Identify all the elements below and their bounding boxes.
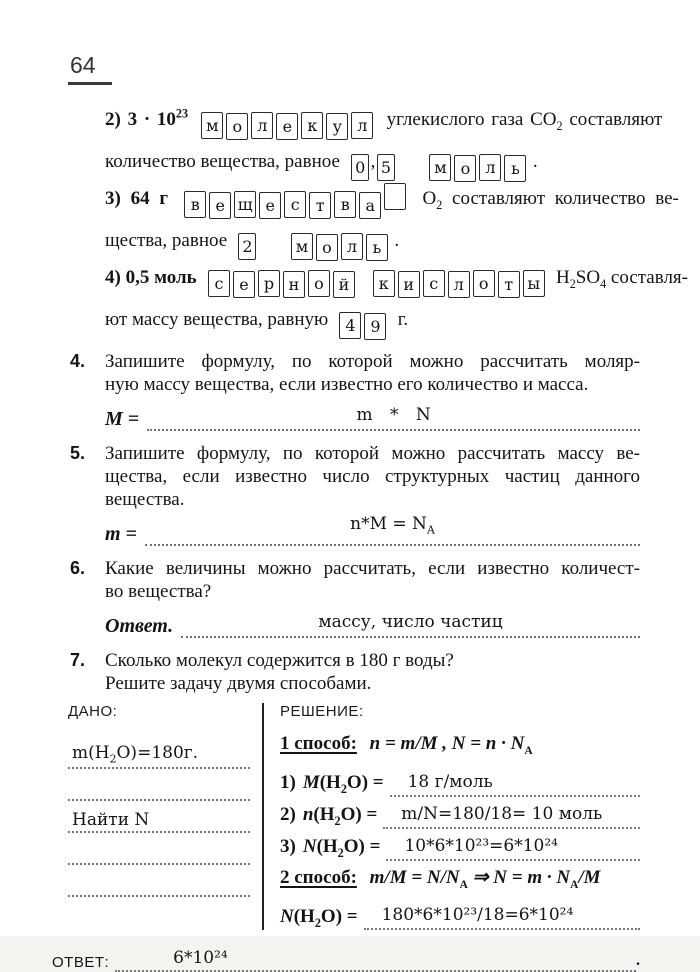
answer-letter-box: т bbox=[498, 271, 520, 298]
given-empty-row bbox=[68, 769, 250, 801]
subscript-A: A bbox=[524, 744, 533, 757]
item4-word1-boxes bbox=[206, 267, 356, 294]
answer-digit-box: 5 bbox=[377, 154, 395, 181]
item3-text-after: $O_2$ составляют количество ве- bbox=[422, 188, 679, 212]
find-row bbox=[68, 801, 250, 833]
subscript-2: 2 bbox=[556, 119, 563, 134]
solution-header: РЕШЕНИЕ: bbox=[280, 702, 364, 720]
task-4-text-line1: Запишите формулу, по которой можно рассчитать моляр- bbox=[105, 350, 640, 372]
task-6-answer-row bbox=[105, 606, 640, 638]
item3-number-box bbox=[237, 230, 258, 256]
answer-letter-box: у bbox=[326, 113, 348, 140]
task-5-body bbox=[105, 442, 640, 546]
method-2-label: 2 способ: bbox=[280, 866, 357, 888]
step-2-label: 2) $n(H_2O)$ = bbox=[280, 803, 378, 828]
method-1-row bbox=[280, 730, 640, 765]
solution-final-row bbox=[280, 905, 640, 930]
answer-letter-box: а bbox=[359, 192, 381, 219]
fill-in-exercise-block bbox=[105, 97, 688, 339]
answer-letter-box: н bbox=[283, 271, 305, 298]
answer-letter-box: с bbox=[423, 270, 445, 297]
item4-number-boxes bbox=[338, 309, 388, 336]
item2-word-boxes bbox=[200, 109, 375, 137]
task-7-text-line1: Сколько молекул содержится в 180 г воды? bbox=[105, 649, 454, 671]
task-5-text-line1: Запишите формулу, по которой можно рассчитать массу ве- bbox=[105, 442, 640, 464]
item4-text-after: $H_2SO_4$ составля- bbox=[555, 266, 688, 291]
answer-letter-box: е bbox=[259, 192, 281, 219]
item2-unit-boxes bbox=[428, 151, 528, 179]
task-6 bbox=[70, 557, 640, 638]
subscript-2: 2 bbox=[109, 752, 117, 766]
task-4 bbox=[70, 350, 640, 431]
task-5-text-line3: вещества. bbox=[105, 488, 185, 510]
answer-letter-box: ь bbox=[504, 155, 526, 182]
item3-given: 3) 64 г bbox=[105, 188, 168, 210]
item3-line1 bbox=[105, 181, 679, 223]
subscript-2: 2 bbox=[436, 197, 443, 212]
item4-line2-text: ют массу вещества, равную bbox=[105, 308, 329, 330]
task-4-body bbox=[105, 350, 640, 431]
exponent-23: 23 bbox=[175, 107, 189, 121]
answer-letter-box: л bbox=[351, 112, 373, 139]
task-4-number: 4. bbox=[70, 350, 86, 371]
answer-letter-box: и bbox=[398, 271, 420, 298]
answer-letter-box: р bbox=[258, 270, 280, 297]
answer-letter-box: к bbox=[373, 270, 395, 297]
answer-letter-box: с bbox=[208, 270, 230, 297]
item3-line2-text: щества, равное bbox=[105, 229, 228, 251]
task-5 bbox=[70, 442, 640, 546]
item2-given: 2) $3 \cdot 10^{23}$ bbox=[105, 107, 189, 131]
answer-letter-box: т bbox=[309, 192, 331, 219]
answer-letter-box: 9 bbox=[364, 313, 386, 340]
solution-step-1 bbox=[280, 772, 640, 797]
final-label: $N(H_2O)$ = bbox=[280, 905, 358, 930]
answer-letter-box: ы bbox=[523, 270, 545, 297]
answer-letter-box: о bbox=[308, 270, 330, 297]
task-6-text-line1: Какие величины можно рассчитать, если известно количест- bbox=[105, 557, 640, 579]
task-4-text-line2: ную массу вещества, если известно его количество и масса. bbox=[105, 373, 589, 395]
task-7-number: 7. bbox=[70, 649, 86, 670]
step-3-answer: 10*6*10²³=6*10²⁴ bbox=[386, 836, 640, 861]
given-column bbox=[52, 703, 264, 931]
item3-line2 bbox=[105, 223, 640, 260]
step-1-answer: 18 г/моль bbox=[390, 772, 640, 797]
problem-7-solution-table bbox=[52, 703, 640, 931]
item4-given: 4) 0,5 моль bbox=[105, 266, 197, 288]
method-1-formula: n = m/M , $N = n \cdot N_A$ bbox=[364, 732, 533, 757]
answer-letter-box: в bbox=[184, 191, 206, 218]
answer-letter-box: к bbox=[301, 112, 323, 139]
period: . bbox=[394, 229, 400, 251]
final-answer-value: 6*10²⁴ bbox=[173, 948, 228, 969]
answer-letter-box: л bbox=[448, 271, 470, 298]
answer-letter-box: щ bbox=[234, 191, 256, 218]
decimal-comma: , bbox=[370, 151, 376, 173]
subscript-2: 2 bbox=[337, 845, 344, 860]
answer-letter-box: о bbox=[454, 155, 476, 182]
subscript-4: 4 bbox=[600, 276, 607, 291]
solution-step-2 bbox=[280, 804, 640, 829]
task-7 bbox=[70, 649, 640, 695]
task-6-answer-value: массу, число частиц bbox=[318, 611, 503, 632]
step-2-answer: m/N=180/18= 10 моль bbox=[383, 804, 640, 829]
subscript-2: 2 bbox=[314, 915, 321, 930]
item2-line2 bbox=[105, 144, 640, 181]
item4-word2-boxes bbox=[371, 267, 546, 294]
answer-letter-box: о bbox=[316, 234, 338, 261]
final-answer-line bbox=[115, 948, 636, 972]
solution-column bbox=[264, 703, 640, 931]
task-5-answer-line bbox=[145, 512, 640, 545]
item3-unit-boxes bbox=[289, 230, 389, 257]
answer-digit-box: 2 bbox=[238, 233, 256, 260]
answer-letter-box: л bbox=[251, 112, 273, 139]
answer-letter-box: 4 bbox=[339, 312, 361, 339]
task-4-answer-row bbox=[105, 399, 640, 431]
method-2-row bbox=[280, 864, 640, 899]
item3-word-boxes bbox=[183, 188, 408, 216]
step-3-label: 3) $N(H_2O)$ = bbox=[280, 835, 381, 860]
task-7-text-line2: Решите задачу двумя способами. bbox=[105, 672, 372, 694]
task-6-body bbox=[105, 557, 640, 638]
subscript-2: 2 bbox=[334, 813, 341, 828]
given-empty-row bbox=[68, 865, 250, 897]
item4-line1 bbox=[105, 260, 688, 302]
task-6-number: 6. bbox=[70, 557, 86, 578]
task-5-number: 5. bbox=[70, 442, 86, 463]
final-answer-row bbox=[52, 944, 640, 972]
given-value: $m(H_2O)=180г$. bbox=[72, 743, 199, 766]
answer-letter-box: м bbox=[201, 112, 223, 139]
page-number: 64 bbox=[68, 52, 112, 85]
task-6-answer-line bbox=[181, 610, 640, 638]
line-end-period: . bbox=[636, 952, 640, 970]
given-header: ДАНО: bbox=[68, 702, 118, 720]
find-value: Найти N bbox=[72, 809, 150, 830]
method-2-formula: $m/M = N/N_A$ ⇒ $N = m \cdot N_A/M$ bbox=[364, 866, 601, 891]
unit-gram: г. bbox=[397, 308, 409, 330]
subscript-A: A bbox=[570, 878, 579, 891]
answer-digit-box: 0 bbox=[351, 154, 369, 181]
subscript-2: 2 bbox=[569, 276, 576, 291]
answer-letter-box: о bbox=[473, 270, 495, 297]
item2-line1 bbox=[105, 97, 663, 144]
item2-number-boxes bbox=[350, 151, 397, 178]
item4-line2 bbox=[105, 302, 640, 339]
answer-letter-box: м bbox=[429, 154, 451, 181]
answer-letter-box: л bbox=[479, 154, 501, 181]
answer-letter-box: е bbox=[209, 192, 231, 219]
task-4-answer-label: M = bbox=[105, 407, 140, 430]
subscript-A: A bbox=[459, 878, 468, 891]
given-empty-row bbox=[68, 833, 250, 865]
solution-step-3 bbox=[280, 836, 640, 861]
task-5-text-line2: щества, если известно число структурных частиц данного bbox=[105, 465, 640, 487]
given-value-row bbox=[68, 727, 250, 769]
item2-text-after: углекислого газа $CO_2$ составляют bbox=[386, 109, 663, 134]
period: . bbox=[532, 151, 538, 173]
subscript-2: 2 bbox=[340, 781, 347, 796]
final-answer: 180*6*10²³/18=6*10²⁴ bbox=[364, 905, 640, 930]
answer-letter-box: л bbox=[341, 233, 363, 260]
task-4-answer-value: m * N bbox=[356, 404, 431, 425]
task-4-answer-line bbox=[147, 403, 640, 431]
answer-letter-box: в bbox=[334, 191, 356, 218]
answer-letter-box: с bbox=[284, 191, 306, 218]
item2-line2-text: количество вещества, равное bbox=[105, 151, 340, 173]
task-6-answer-label: Ответ. bbox=[105, 614, 174, 637]
answer-letter-box: е bbox=[276, 113, 298, 140]
step-1-label: 1) $M(H_2O)$ = bbox=[280, 771, 384, 796]
method-1-label: 1 способ: bbox=[280, 732, 357, 754]
subscript-A: A bbox=[426, 523, 435, 537]
answer-letter-box: м bbox=[291, 233, 313, 260]
answer-letter-box: й bbox=[333, 271, 355, 298]
task-5-answer-value: $n*M = N_A$ bbox=[350, 514, 435, 537]
answer-letter-box: ь bbox=[366, 234, 388, 261]
answer-letter-box: о bbox=[226, 113, 248, 140]
task-7-body bbox=[105, 649, 640, 695]
answer-letter-box: е bbox=[233, 271, 255, 298]
task-5-answer-row bbox=[105, 514, 640, 546]
task-5-answer-label: m = bbox=[105, 522, 137, 545]
answer-letter-box bbox=[384, 183, 406, 210]
final-answer-label: ОТВЕТ: bbox=[52, 954, 110, 972]
task-6-text-line2: во вещества? bbox=[105, 580, 212, 602]
